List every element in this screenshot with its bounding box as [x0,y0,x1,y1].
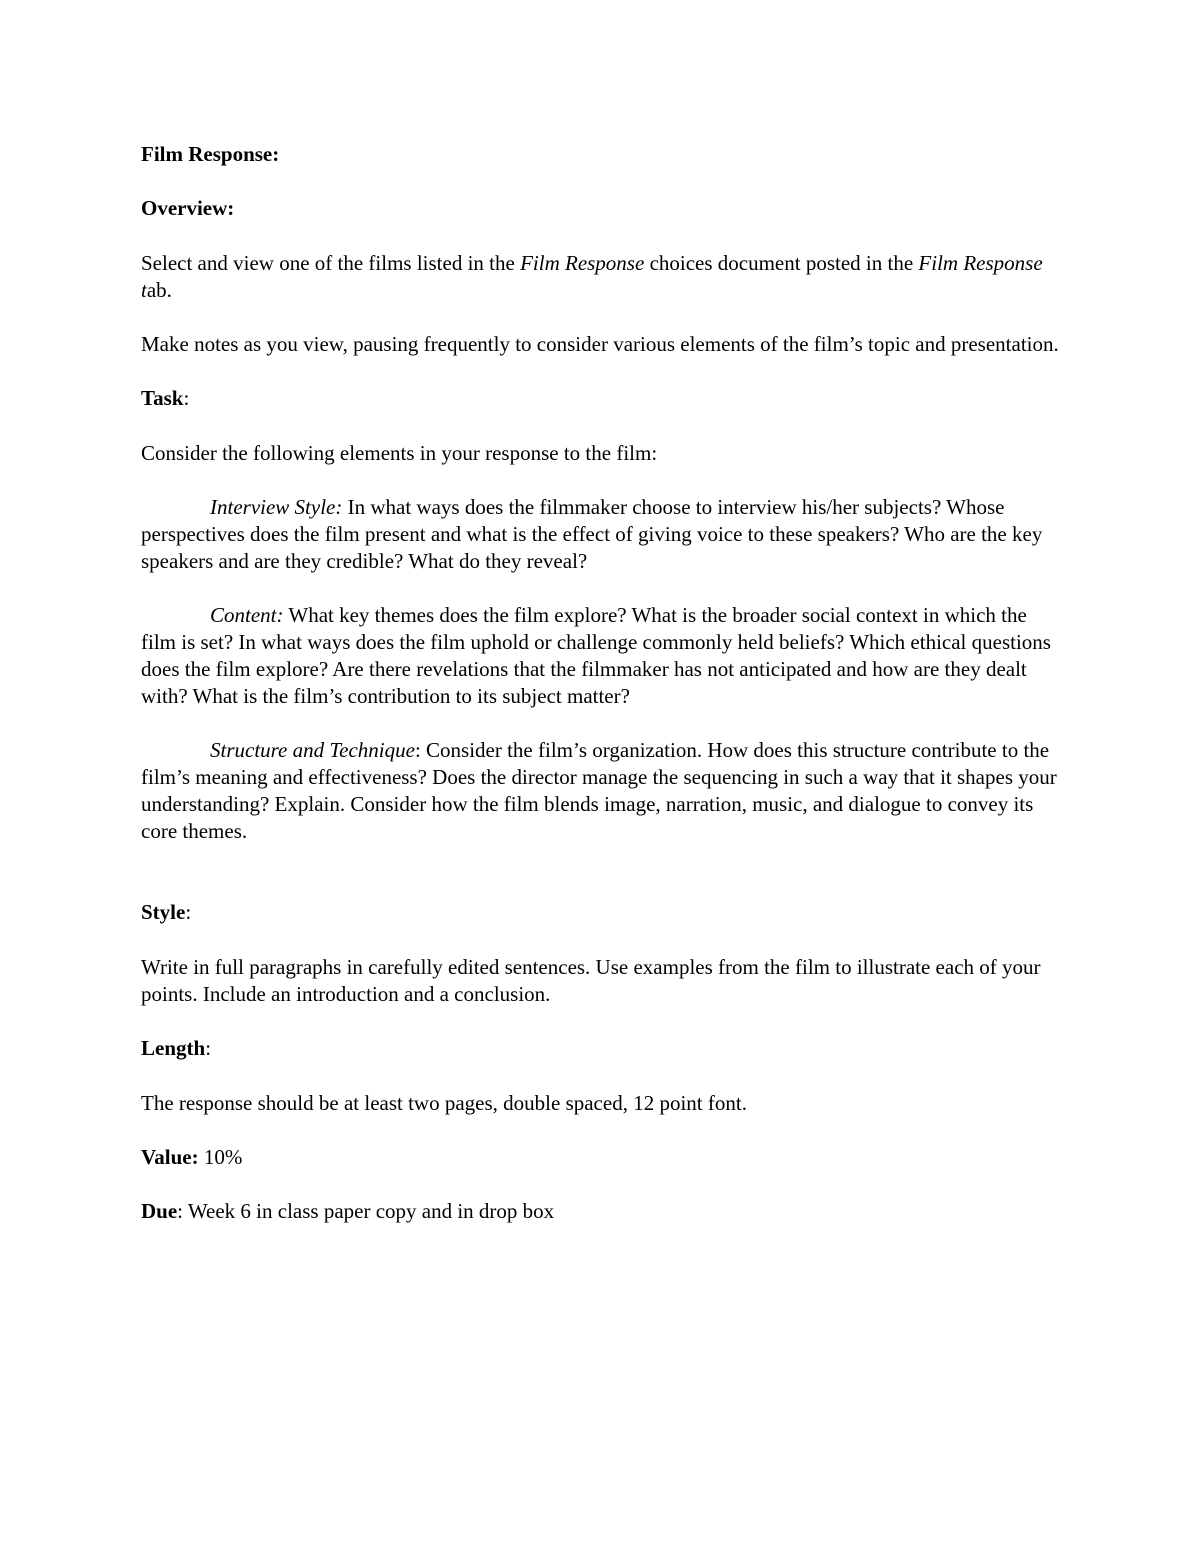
overview-text-2: choices document posted in the [644,251,919,275]
value-label: Value: [141,1145,199,1169]
length-heading-label: Length [141,1036,206,1060]
length-heading [141,1035,1066,1062]
overview-heading: Overview: [141,196,235,220]
style-heading-label: Style [141,900,186,924]
style-paragraph: Write in full paragraphs in carefully edited sentences. Use examples from the film to illustrate each of your points. Include an introduction and a conclusion. [141,955,1041,1006]
overview-emphasis-1: Film Response [520,251,645,275]
interview-style-text: In what ways does the filmmaker choose to interview his/her subjects? Whose perspectives does the film present and what is the effect of giving voice to these speakers? Who are the key speakers and are they credible? What do they reveal? [141,495,1043,573]
style-heading [141,899,1066,926]
content-text: What key themes does the film explore? What is the broader social context in which the film is set? In what ways does the film uphold or challenge commonly held beliefs? Which ethical questions does the film explore? Are there revelations that the filmmaker has not anticipated and how are they dealt with? What is the film’s contribution to its subject matter? [141,603,1051,708]
interview-style-paragraph [141,494,1066,575]
document-title: Film Response: [141,142,280,166]
overview-text-3: ab. [146,278,172,302]
due-label: Due [141,1199,178,1223]
overview-text-1: Select and view one of the films listed in the [141,251,521,275]
task-heading-colon: : [183,386,190,410]
due-text: : Week 6 in class paper copy and in drop box [177,1199,555,1223]
overview-paragraph-1 [141,250,1066,304]
length-heading-colon: : [205,1036,212,1060]
structure-technique-text: : Consider the film’s organization. How does this structure contribute to the film’s meaning and effectiveness? Does the director manage the sequencing in such a way that it shapes your understanding? Explain. Consider how the film blends image, narration, music, and dialogue to convey its core themes. [141,738,1057,843]
structure-technique-label: Structure and Technique [210,738,415,762]
value-line [141,1144,1066,1171]
task-heading-label: Task [141,386,184,410]
overview-emphasis-2: Film Response t [141,251,1043,302]
document-page [141,141,1066,1225]
task-intro: Consider the following elements in your response to the film: [141,441,658,465]
interview-style-label: Interview Style: [210,495,343,519]
value-text: 10% [198,1145,243,1169]
content-label: Content: [210,603,284,627]
task-heading [141,385,1066,412]
style-heading-colon: : [185,900,192,924]
structure-technique-paragraph [141,737,1066,845]
overview-paragraph-2: Make notes as you view, pausing frequently to consider various elements of the film’s topic and presentation. [141,332,1059,356]
content-paragraph [141,602,1066,710]
due-line [141,1198,1066,1225]
length-paragraph: The response should be at least two pages, double spaced, 12 point font. [141,1091,747,1115]
